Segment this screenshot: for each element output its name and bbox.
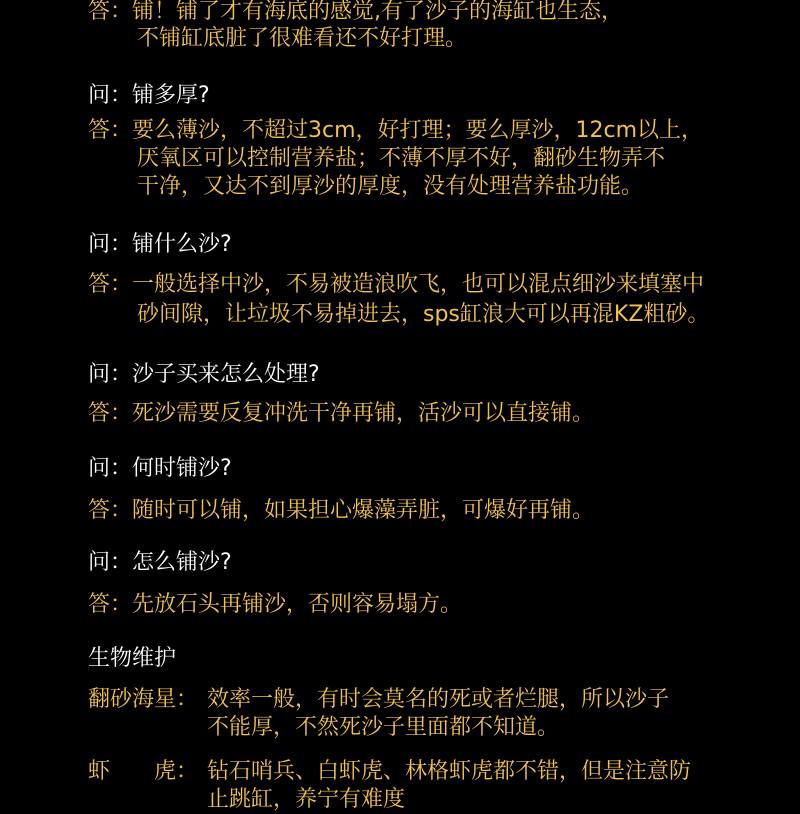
question-line: 问：沙子买来怎么处理? bbox=[88, 362, 320, 387]
answer-line: 厌氧区可以控制营养盐；不薄不厚不好，翻砂生物弄不 bbox=[137, 146, 666, 171]
answer-line: 砂间隙，让垃圾不易掉进去，sps缸浪大可以再混KZ粗砂。 bbox=[137, 302, 710, 327]
section-title: 生物维护 bbox=[88, 646, 177, 671]
question-line: 问：怎么铺沙? bbox=[88, 550, 232, 575]
organism-description: 钻石哨兵、白虾虎、林格虾虎都不错，但是注意防 bbox=[207, 759, 692, 784]
answer-line: 答：先放石头再铺沙，否则容易塌方。 bbox=[88, 592, 463, 617]
organism-term: 虾 虎： bbox=[88, 759, 199, 784]
answer-line: 答：要么薄沙，不超过3cm，好打理；要么厚沙，12cm以上， bbox=[88, 118, 704, 143]
question-line: 问：铺多厚? bbox=[88, 83, 210, 108]
organism-description: 不能厚，不然死沙子里面都不知道。 bbox=[207, 715, 560, 740]
answer-line: 答：铺！铺了才有海底的感觉,有了沙子的海缸也生态， bbox=[88, 0, 623, 24]
organism-description: 效率一般，有时会莫名的死或者烂腿，所以沙子 bbox=[207, 687, 670, 712]
answer-line: 答：随时可以铺，如果担心爆藻弄脏，可爆好再铺。 bbox=[88, 498, 595, 523]
answer-line: 不铺缸底脏了很难看还不好打理。 bbox=[137, 26, 468, 51]
answer-line: 答：死沙需要反复冲洗干净再铺，活沙可以直接铺。 bbox=[88, 401, 595, 426]
organism-description: 止跳缸，养宁有难度 bbox=[207, 787, 406, 812]
question-line: 问：铺什么沙? bbox=[88, 232, 232, 257]
question-line: 问：何时铺沙? bbox=[88, 456, 232, 481]
organism-term: 翻砂海星： bbox=[88, 687, 199, 712]
answer-line: 答：一般选择中沙，不易被造浪吹飞，也可以混点细沙来填塞中 bbox=[88, 272, 705, 297]
answer-line: 干净，又达不到厚沙的厚度，没有处理营养盐功能。 bbox=[137, 174, 644, 199]
